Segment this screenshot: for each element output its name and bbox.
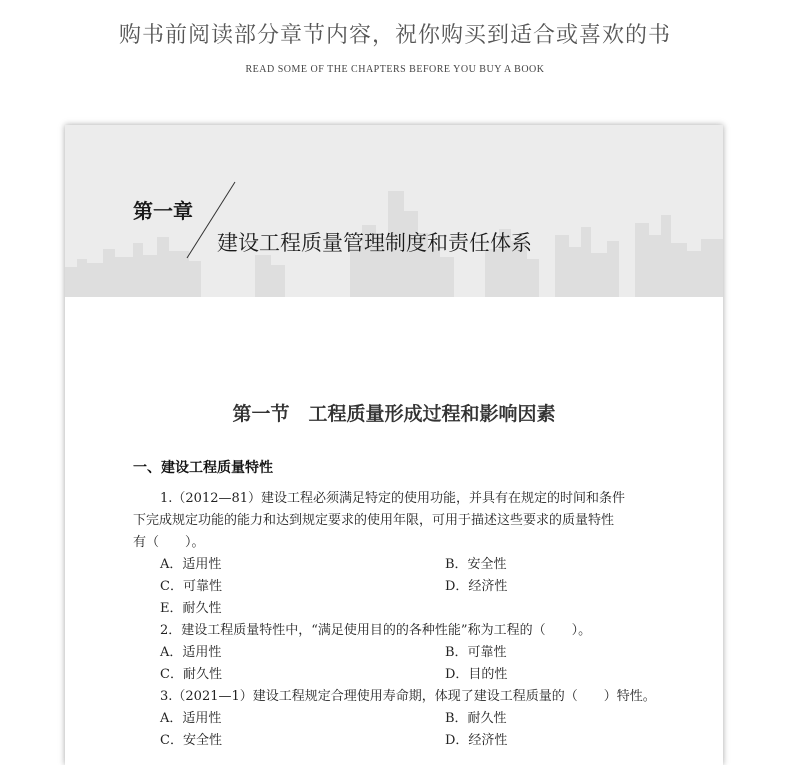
question-2-option-a: A．适用性 <box>160 645 222 660</box>
question-1-option-c: C．可靠性 <box>160 579 222 594</box>
section-title: 第一节 工程质量形成过程和影响因素 <box>232 403 556 425</box>
promo-subtitle: READ SOME OF THE CHAPTERS BEFORE YOU BUY A BOOK <box>245 64 545 75</box>
question-1-option-d: D．经济性 <box>445 579 508 594</box>
question-3-line-1: 3.（2021—1）建设工程规定合理使用寿命期，体现了建设工程质量的（ ）特性。 <box>160 689 656 704</box>
question-2-option-c: C．耐久性 <box>160 667 222 682</box>
question-1-option-b: B．安全性 <box>445 557 507 572</box>
chapter-number: 第一章 <box>133 199 193 223</box>
question-1-line-1: 1.（2012—81）建设工程必须满足特定的使用功能，并具有在规定的时间和条件 <box>160 491 626 506</box>
chapter-header-band <box>65 125 723 297</box>
chapter-title: 建设工程质量管理制度和责任体系 <box>217 231 532 255</box>
question-1-option-e: E．耐久性 <box>160 601 222 616</box>
question-2-option-d: D．目的性 <box>445 667 508 682</box>
question-2-line-1: 2．建设工程质量特性中，“满足使用目的的各种性能”称为工程的（ ）。 <box>160 623 592 638</box>
question-3-option-c: C．安全性 <box>160 733 222 748</box>
promo-title: 购书前阅读部分章节内容，祝你购买到适合或喜欢的书 <box>118 23 671 48</box>
book-page <box>65 125 723 765</box>
question-1-line-3: 有（ ）。 <box>133 535 205 550</box>
question-3-option-d: D．经济性 <box>445 733 508 748</box>
subsection-heading: 一、建设工程质量特性 <box>133 460 273 476</box>
question-3-option-a: A．适用性 <box>160 711 222 726</box>
question-3-option-b: B．耐久性 <box>445 711 507 726</box>
question-1-line-2: 下完成规定功能的能力和达到规定要求的使用年限，可用于描述这些要求的质量特性 <box>133 513 615 528</box>
question-1-option-a: A．适用性 <box>160 557 222 572</box>
question-2-option-b: B．可靠性 <box>445 645 507 660</box>
